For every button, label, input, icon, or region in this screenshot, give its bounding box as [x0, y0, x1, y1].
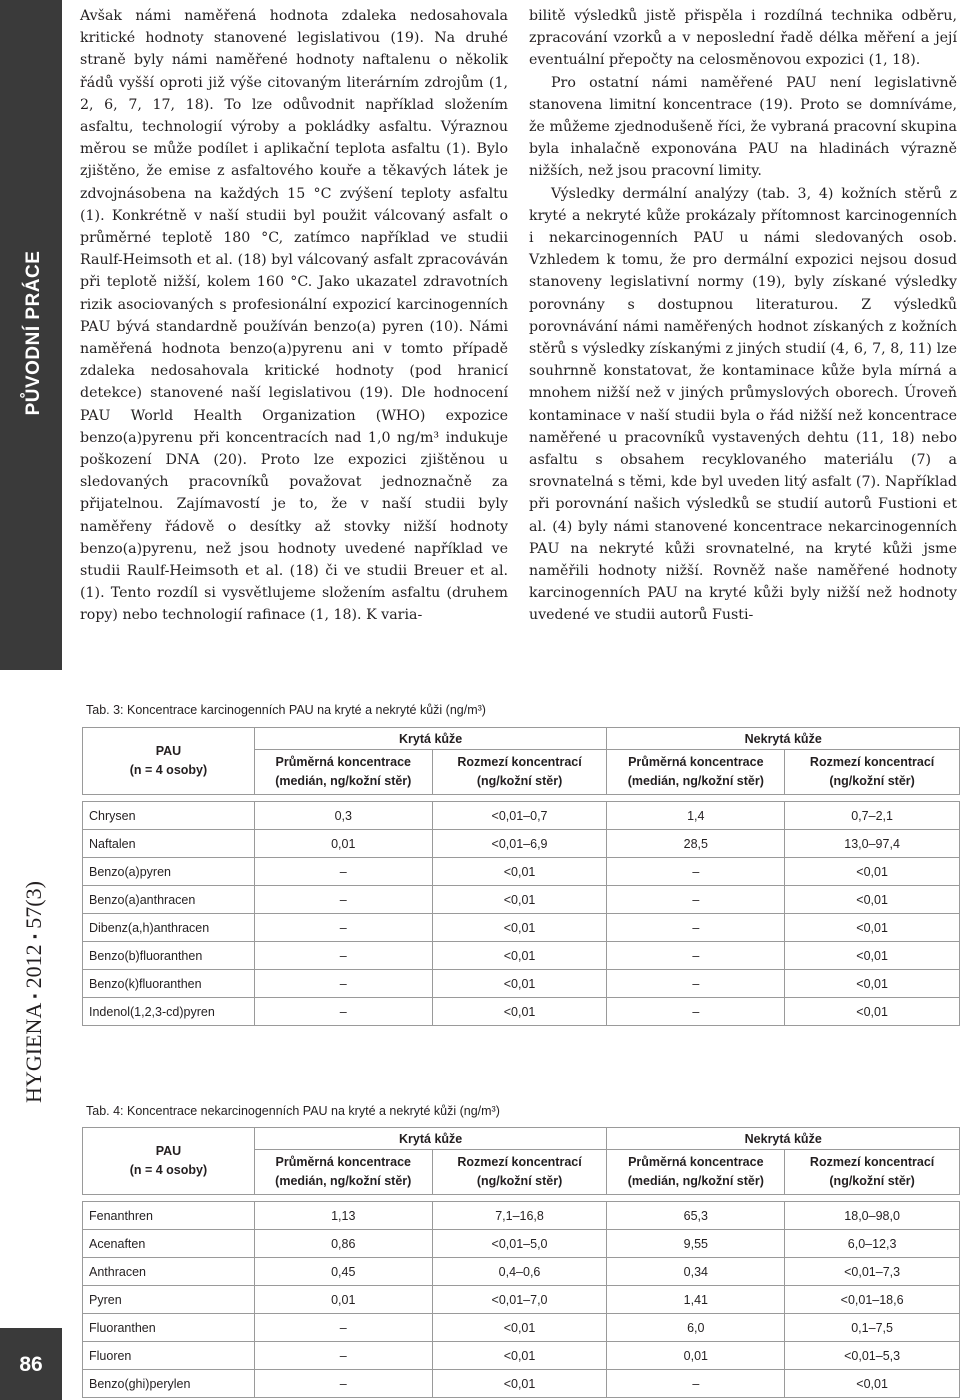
table3: [82, 727, 960, 1026]
value-cell: 18,0–98,0: [785, 1202, 960, 1230]
value-cell: 0,1–7,5: [785, 1314, 960, 1342]
table4-caption: Tab. 4: Koncentrace nekarcinogenních PAU na kryté a nekryté kůži (ng/m³): [86, 1104, 500, 1118]
value-cell: 0,34: [607, 1258, 785, 1286]
value-cell: –: [254, 942, 432, 970]
value-cell: <0,01: [432, 1342, 607, 1370]
value-cell: –: [254, 1314, 432, 1342]
pau-header: [83, 728, 255, 795]
value-cell: 1,4: [607, 802, 785, 830]
column-header: Průměrná koncentrace (medián, ng/kožní stěr): [254, 750, 432, 795]
value-cell: 6,0–12,3: [785, 1230, 960, 1258]
value-cell: <0,01–18,6: [785, 1286, 960, 1314]
pau-header: [83, 1128, 255, 1195]
body-paragraph: Pro ostatní námi naměřené PAU není legislativně stanovena limitní koncentrace (19). Proto se domníváme, že můžeme zjednodušeně říci, že vybraná pracovní skupina byla inhalačně exponována PAU na hladinách výrazně nižších, než jsou pracovní limity.: [529, 74, 957, 180]
value-cell: <0,01–5,3: [785, 1342, 960, 1370]
table-row: [83, 914, 960, 942]
journal-name: HYGIENA: [21, 1003, 46, 1103]
compound-name-cell: Benzo(a)pyren: [83, 858, 255, 886]
value-cell: <0,01: [432, 914, 607, 942]
body-paragraph: bilitě výsledků jistě přispěla i rozdílná technika odběru, zpracování vzorků a v neposlední řadě délka měření a její eventuální přepočty na celosměnovou expozici (1, 18).: [529, 8, 957, 69]
compound-name-cell: Dibenz(a,h)anthracen: [83, 914, 255, 942]
value-cell: 0,86: [254, 1230, 432, 1258]
compound-name-cell: Fluoranthen: [83, 1314, 255, 1342]
group-header-uncovered: Nekrytá kůže: [607, 728, 960, 750]
value-cell: 65,3: [607, 1202, 785, 1230]
value-cell: 0,3: [254, 802, 432, 830]
value-cell: 0,45: [254, 1258, 432, 1286]
value-cell: <0,01: [785, 914, 960, 942]
table3-caption: Tab. 3: Koncentrace karcinogenních PAU na kryté a nekryté kůži (ng/m³): [86, 703, 486, 717]
value-cell: <0,01: [432, 858, 607, 886]
value-cell: –: [254, 914, 432, 942]
journal-volume: 57(3): [21, 881, 46, 929]
journal-issue-label: [21, 881, 47, 1103]
value-cell: 1,13: [254, 1202, 432, 1230]
value-cell: <0,01–7,0: [432, 1286, 607, 1314]
table-row: [83, 970, 960, 998]
separator-square: ▪: [27, 993, 42, 999]
table-row: [83, 1342, 960, 1370]
table-row: [83, 886, 960, 914]
value-cell: –: [607, 970, 785, 998]
value-cell: <0,01: [785, 858, 960, 886]
compound-name-cell: Benzo(a)anthracen: [83, 886, 255, 914]
column-header: Rozmezí koncentrací (ng/kožní stěr): [432, 1150, 607, 1195]
group-header-covered: Krytá kůže: [254, 1128, 607, 1150]
value-cell: 9,55: [607, 1230, 785, 1258]
value-cell: 13,0–97,4: [785, 830, 960, 858]
pau-count: (n = 4 osoby): [129, 763, 208, 777]
value-cell: 1,41: [607, 1286, 785, 1314]
value-cell: –: [607, 886, 785, 914]
compound-name-cell: Naftalen: [83, 830, 255, 858]
value-cell: <0,01: [432, 998, 607, 1026]
table-row: [83, 1314, 960, 1342]
value-cell: <0,01–5,0: [432, 1230, 607, 1258]
value-cell: <0,01: [432, 1314, 607, 1342]
value-cell: 0,01: [254, 830, 432, 858]
compound-name-cell: Chrysen: [83, 802, 255, 830]
value-cell: –: [254, 998, 432, 1026]
pau-count: (n = 4 osoby): [129, 1163, 208, 1177]
compound-name-cell: Fenanthren: [83, 1202, 255, 1230]
value-cell: –: [254, 1342, 432, 1370]
section-label: PŮVODNÍ PRÁCE: [23, 250, 44, 416]
compound-name-cell: Benzo(ghi)perylen: [83, 1370, 255, 1398]
value-cell: <0,01–6,9: [432, 830, 607, 858]
column-header: Rozmezí koncentrací (ng/kožní stěr): [785, 750, 960, 795]
column-header: Průměrná koncentrace (medián, ng/kožní stěr): [607, 750, 785, 795]
body-paragraph: Výsledky dermální analýzy (tab. 3, 4) kožních stěrů z kryté a nekryté kůže prokázaly přítomnost karcinogenních i nekarcinogenních PAU u námi sledovaných osob. Vzhledem k tomu, že pro dermální expozici nejsou dosud stanoveny legislativní normy (19), byly získané výsledky porovnány s dostupnou literaturou. Z výsledků porovnávání námi naměřených hodnot získaných z kožních stěrů s výsledky získanými z jiných studií (4, 6, 7, 8, 11) lze souhrnně konstatovat, že kontaminace kůže byla mírná a mnohem nižší než v jiných průmyslových oborech. Úroveň kontaminace v naší studii byla o řád nižší než koncentrace naměřené u pracovníků vystavených dehtu (11, 18) nebo asfaltu s obsahem recyklovaného materiálu (7) a srovnatelná s těmi, kde byl uveden litý asfalt (7). Například při porovnání našich výsledků se studií autorů Fustioni et al. (4) byly námi stanovené koncentrace nekarcinogenních PAU na nekryté kůži srovnatelné, na kryté kůži jsme naměřili hodnoty nižší. Rovněž naše naměřené hodnoty karcinogenních PAU na kryté kůži byly nižší než hodnoty uvedené ve studii autorů Fusti-: [529, 185, 957, 624]
body-paragraph: Avšak námi naměřená hodnota zdaleka nedosahovala kritické hodnoty stanovené legislativou (19). Na druhé straně byly námi naměřené hodnoty naftalenu o několik řádů vyšší oproti již výše citovaným literárním zdrojům (1, 2, 6, 7, 17, 18). To lze odůvodnit například složením asfaltu, technologií výroby a pokládky asfaltu. Výraznou měrou se může podílet i aplikační teplota asfaltu (1). Bylo zjištěno, že emise z asfaltového kouře a těkavých látek je zdvojnásobena na každých 15 °C zvýšení teploty asfaltu (1). Konkrétně v naší studii byl použit válcovaný asfalt o průměrné teplotě 180 °C, zatímco například ve studii Raulf-Heimsoth et al. (18) byl válcovaný asfalt zpracováván při teplotě nižší, kolem 160 °C. Jako ukazatel zdravotních rizik asociovaných s profesionální expozicí karcinogenních PAU bývá standardně používán benzo(a) pyren (10). Námi naměřená hodnota benzo(a)pyrenu ani v tomto případě zdaleka nedosahovala kritické hodnoty (pod hranicí detekce) stanovené naší legislativou (19). Dle hodnocení PAU World Health Organization (WHO) expozice benzo(a)pyrenu při koncentracích nad 1,0 ng/m³ indukuje poškození DNA (20). Proto lze expozici zjištěnou u sledovaných pracovníků považovat jednoznačně za přijatelnou. Zajímavostí je to, že v naší studii byly naměřeny řádově o desítky až stovky nižší hodnoty benzo(a)pyrenu, než jsou hodnoty uvedené například ve studii Raulf-Heimsoth et al. (18) či ve studii Breuer et al. (1). Tento rozdíl si vysvětlujeme složením asfaltu (druhem ropy) nebo technologií rafinace (1, 18). K varia-: [80, 8, 508, 624]
compound-name-cell: Indenol(1,2,3-cd)pyren: [83, 998, 255, 1026]
value-cell: <0,01: [432, 970, 607, 998]
value-cell: 7,1–16,8: [432, 1202, 607, 1230]
table4-body: [83, 1195, 960, 1398]
page-number: 86: [19, 1353, 43, 1376]
table3-body: [83, 795, 960, 1026]
text-column-right: [529, 5, 957, 627]
value-cell: –: [254, 858, 432, 886]
column-header: Průměrná koncentrace (medián, ng/kožní stěr): [254, 1150, 432, 1195]
table-row: [83, 858, 960, 886]
value-cell: –: [607, 942, 785, 970]
value-cell: 28,5: [607, 830, 785, 858]
value-cell: <0,01–0,7: [432, 802, 607, 830]
compound-name-cell: Pyren: [83, 1286, 255, 1314]
table-row: [83, 942, 960, 970]
group-header-covered: Krytá kůže: [254, 728, 607, 750]
value-cell: –: [607, 998, 785, 1026]
table-row: [83, 830, 960, 858]
page-sidebar: [0, 0, 62, 1400]
value-cell: 0,4–0,6: [432, 1258, 607, 1286]
value-cell: –: [254, 886, 432, 914]
value-cell: –: [607, 1370, 785, 1398]
value-cell: <0,01: [785, 998, 960, 1026]
pau-label: PAU: [155, 1144, 182, 1158]
table-row: [83, 1230, 960, 1258]
column-header: Rozmezí koncentrací (ng/kožní stěr): [432, 750, 607, 795]
table-row: [83, 1202, 960, 1230]
value-cell: –: [254, 970, 432, 998]
value-cell: <0,01: [432, 886, 607, 914]
value-cell: 0,7–2,1: [785, 802, 960, 830]
value-cell: <0,01–7,3: [785, 1258, 960, 1286]
value-cell: 0,01: [607, 1342, 785, 1370]
value-cell: <0,01: [432, 1370, 607, 1398]
compound-name-cell: Acenaften: [83, 1230, 255, 1258]
value-cell: 6,0: [607, 1314, 785, 1342]
compound-name-cell: Fluoren: [83, 1342, 255, 1370]
value-cell: <0,01: [432, 942, 607, 970]
separator-square: ▪: [27, 934, 42, 939]
table-row: [83, 998, 960, 1026]
table-row: [83, 1258, 960, 1286]
table-row: [83, 1370, 960, 1398]
compound-name-cell: Benzo(k)fluoranthen: [83, 970, 255, 998]
pau-label: PAU: [155, 744, 182, 758]
text-column-left: [80, 5, 508, 627]
column-header: Průměrná koncentrace (medián, ng/kožní stěr): [607, 1150, 785, 1195]
column-header: Rozmezí koncentrací (ng/kožní stěr): [785, 1150, 960, 1195]
table-row: [83, 1286, 960, 1314]
compound-name-cell: Anthracen: [83, 1258, 255, 1286]
value-cell: –: [607, 858, 785, 886]
table-row: [83, 802, 960, 830]
journal-year: 2012: [21, 944, 46, 989]
compound-name-cell: Benzo(b)fluoranthen: [83, 942, 255, 970]
value-cell: –: [607, 914, 785, 942]
value-cell: <0,01: [785, 942, 960, 970]
value-cell: <0,01: [785, 1370, 960, 1398]
value-cell: <0,01: [785, 886, 960, 914]
group-header-uncovered: Nekrytá kůže: [607, 1128, 960, 1150]
value-cell: 0,01: [254, 1286, 432, 1314]
value-cell: <0,01: [785, 970, 960, 998]
value-cell: –: [254, 1370, 432, 1398]
table4: [82, 1127, 960, 1398]
